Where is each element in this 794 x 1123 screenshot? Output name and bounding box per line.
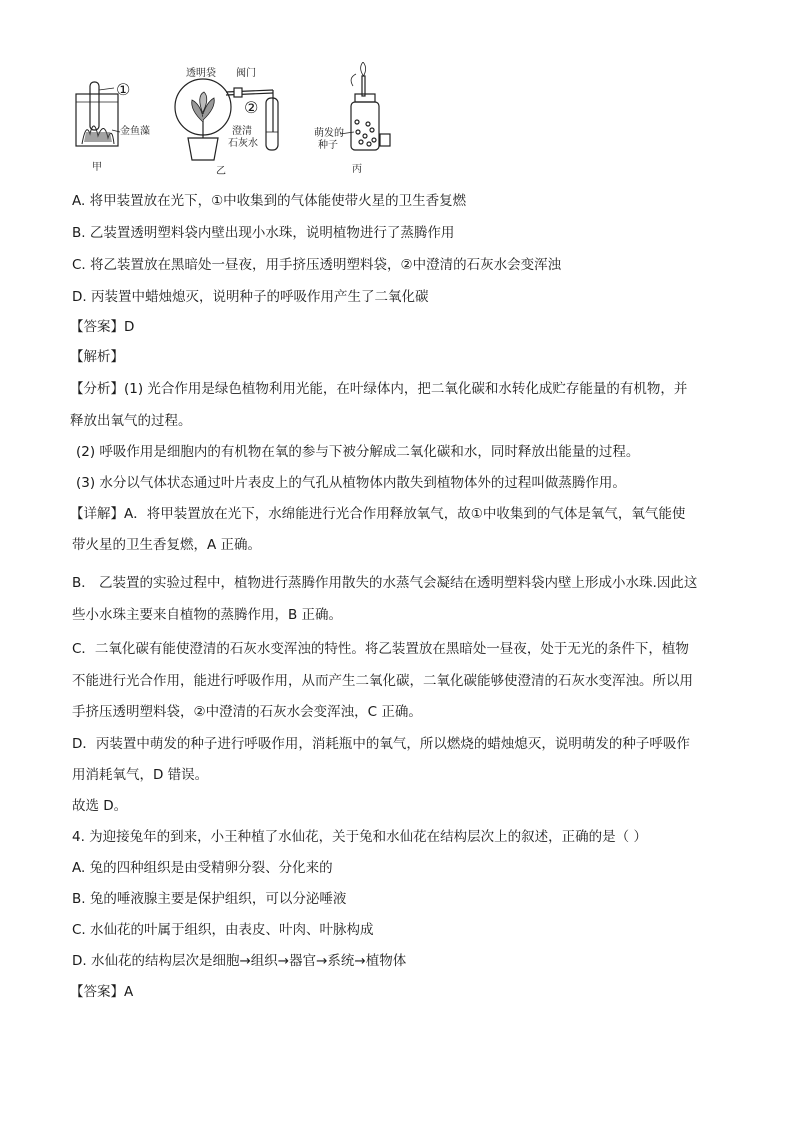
q4-option-d: D. 水仙花的结构层次是细胞→组织→器官→系统→植物体 — [72, 953, 407, 969]
apparatus-yi — [175, 79, 278, 160]
jia-marker: ① — [116, 80, 131, 99]
q3-fenxi-3: (3) 水分以气体状态通过叶片表皮上的气孔从植物体内散失到植物体外的过程叫做蒸腾作用。 — [76, 475, 626, 491]
q3-option-d: D. 丙装置中蜡烛熄灭，说明种子的呼吸作用产生了二氧化碳 — [72, 289, 429, 305]
experiment-figure — [68, 62, 398, 182]
q3-detail-c-2: 不能进行光合作用，能进行呼吸作用，从而产生二氧化碳，二氧化碳能够使澄清的石灰水变浑浊。所以用 — [72, 673, 693, 689]
q4-option-a: A. 兔的四种组织是由受精卵分裂、分化来的 — [72, 860, 333, 876]
yi-valve-label: 阀门 — [236, 68, 256, 79]
q3-option-b: B. 乙装置透明塑料袋内壁出现小水珠，说明植物进行了蒸腾作用 — [72, 225, 455, 241]
q4-stem: 4. 为迎接兔年的到来，小王种植了水仙花，关于兔和水仙花在结构层次上的叙述，正确的是（ ） — [72, 829, 647, 845]
q3-detail-c-1: C．二氧化碳有能使澄清的石灰水变浑浊的特性。将乙装置放在黑暗处一昼夜，处于无光的条件下，植物 — [72, 641, 689, 657]
bing-seed-label-2: 种子 — [318, 140, 338, 151]
q4-answer: 【答案】A — [70, 984, 134, 1000]
q3-detail-b-2: 些小水珠主要来自植物的蒸腾作用，B 正确。 — [72, 607, 343, 623]
q3-analysis-label: 【解析】 — [70, 349, 124, 365]
q3-answer: 【答案】D — [70, 319, 135, 335]
q3-conclusion: 故选 D。 — [72, 798, 128, 814]
q3-option-c: C. 将乙装置放在黑暗处一昼夜，用手挤压透明塑料袋，②中澄清的石灰水会变浑浊 — [72, 257, 562, 273]
q3-fenxi-1: 【分析】(1) 光合作用是绿色植物利用光能，在叶绿体内，把二氧化碳和水转化成贮存能量的有机物，并 — [70, 381, 688, 397]
yi-lime-label-1: 澄清 — [232, 126, 252, 137]
apparatus-bing — [340, 62, 390, 150]
q3-detail-a-1: 【详解】A．将甲装置放在光下，水绵能进行光合作用释放氧气，故①中收集到的气体是氧气，氧气能使 — [70, 506, 686, 522]
bing-caption: 丙 — [352, 164, 362, 175]
q4-option-b: B. 兔的唾液腺主要是保护组织，可以分泌唾液 — [72, 891, 347, 907]
q3-detail-c-3: 手挤压透明塑料袋，②中澄清的石灰水会变浑浊，C 正确。 — [72, 704, 422, 720]
bing-seed-label-1: 萌发的 — [314, 128, 344, 139]
q3-fenxi-1b: 释放出氧气的过程。 — [70, 413, 192, 429]
jia-caption: 甲 — [92, 162, 102, 173]
apparatus-jia — [76, 82, 120, 146]
q3-fenxi-2: (2) 呼吸作用是细胞内的有机物在氧的参与下被分解成二氧化碳和水，同时释放出能量的过程。 — [76, 444, 640, 460]
yi-lime-label-2: 石灰水 — [228, 138, 258, 149]
q3-detail-d-1: D．丙装置中萌发的种子进行呼吸作用，消耗瓶中的氧气，所以燃烧的蜡烛熄灭，说明萌发的种子呼吸作 — [72, 736, 690, 752]
jia-plant-label: 金鱼藻 — [120, 126, 150, 137]
q4-option-c: C. 水仙花的叶属于组织，由表皮、叶肉、叶脉构成 — [72, 922, 374, 938]
yi-marker: ② — [244, 98, 259, 117]
q3-detail-d-2: 用消耗氧气，D 错误。 — [72, 767, 209, 783]
yi-caption: 乙 — [216, 166, 226, 177]
q3-option-a: A. 将甲装置放在光下，①中收集到的气体能使带火星的卫生香复燃 — [72, 193, 467, 209]
q3-detail-b-1: B． 乙装置的实验过程中，植物进行蒸腾作用散失的水蒸气会凝结在透明塑料袋内壁上形成小水珠.因此这 — [72, 575, 698, 591]
yi-bag-label: 透明袋 — [186, 68, 216, 79]
q3-detail-a-2: 带火星的卫生香复燃，A 正确。 — [72, 537, 262, 553]
